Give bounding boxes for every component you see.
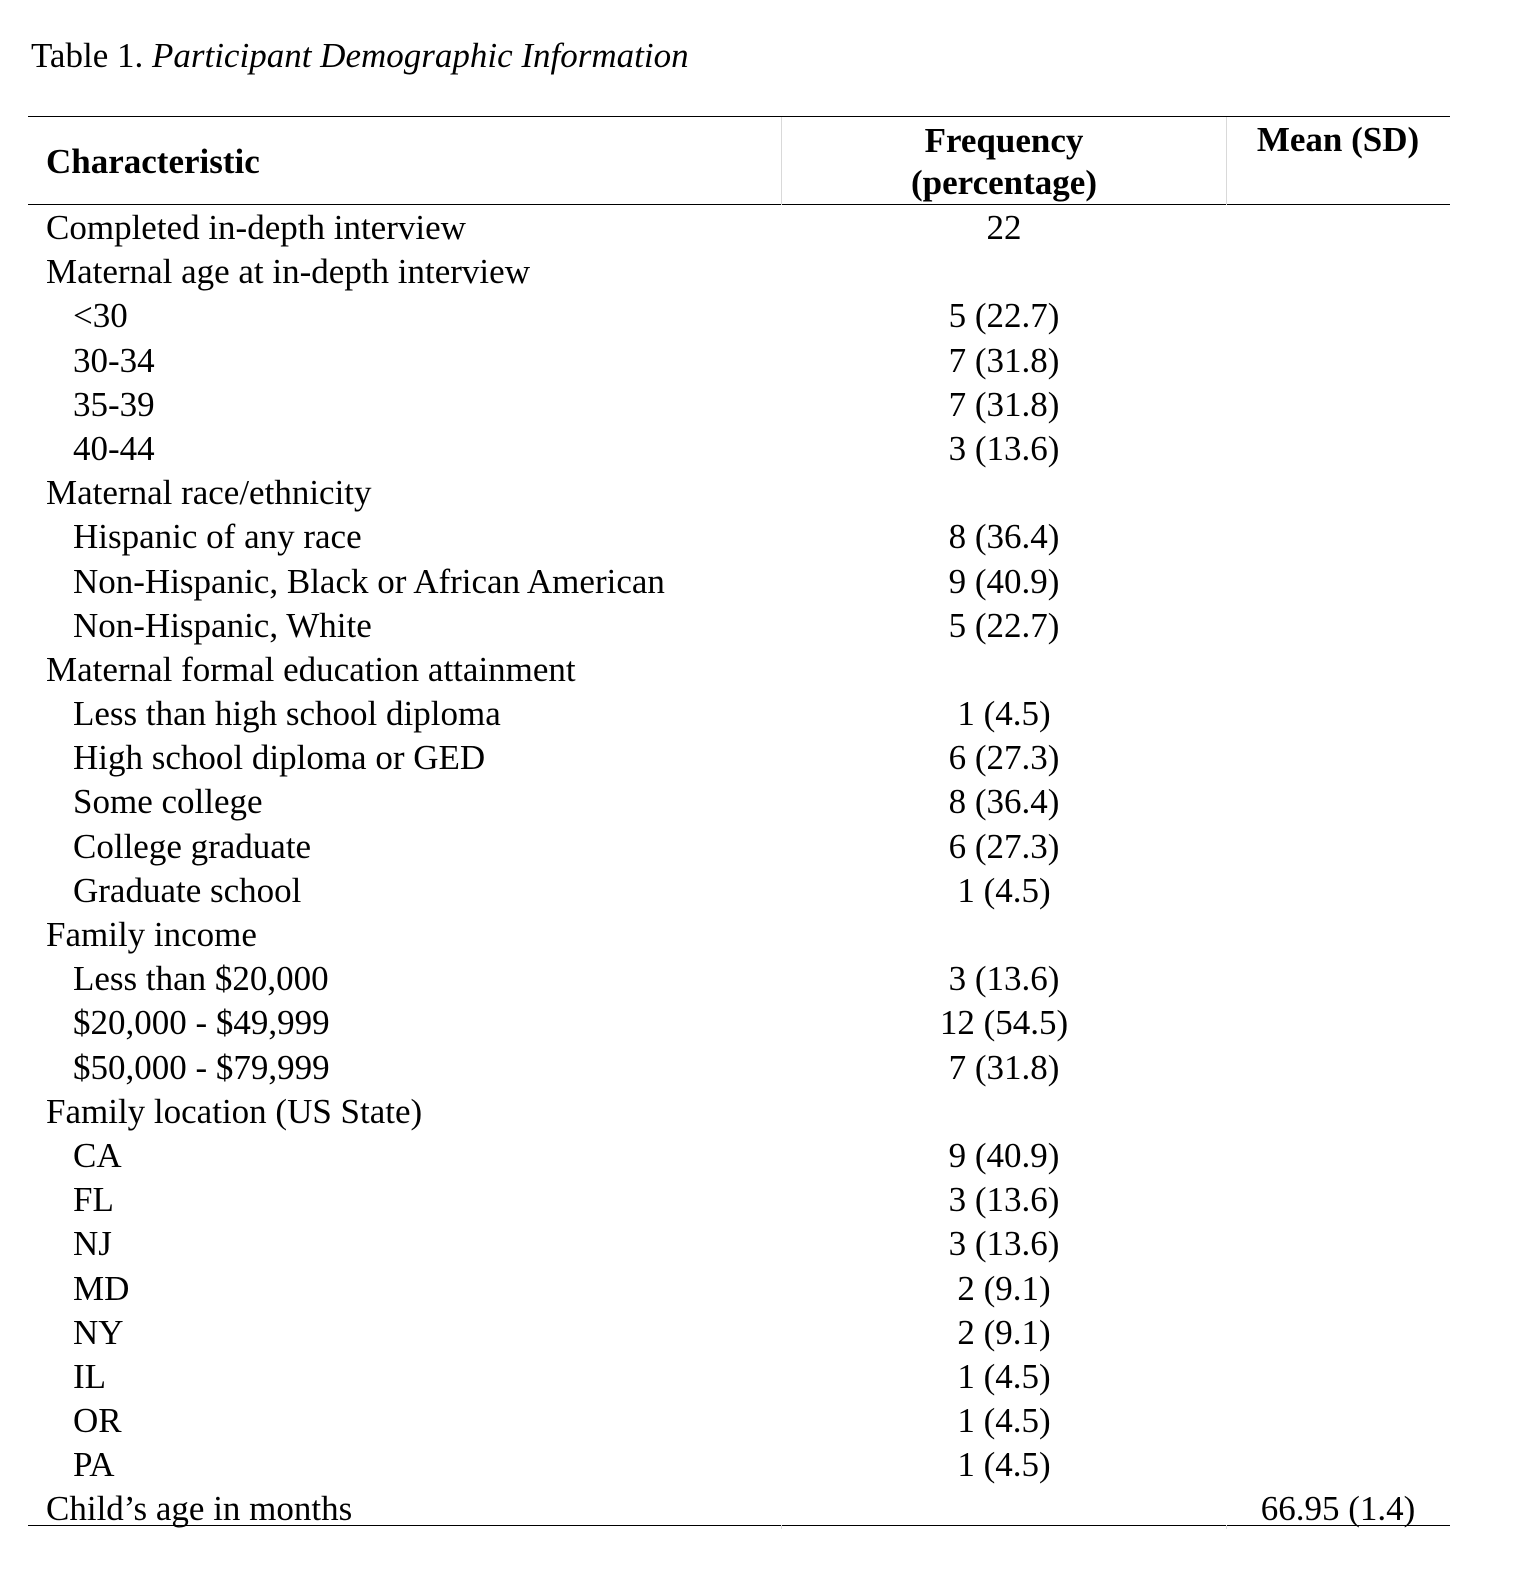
header-frequency-line1: Frequency [924, 121, 1084, 160]
row-sublabel: 35-39 [73, 384, 155, 424]
row-sublabel: NJ [73, 1224, 112, 1264]
table-row [0, 427, 1538, 471]
column-divider [781, 117, 782, 205]
table-row [0, 957, 1538, 1001]
frequency-cell: 3 (13.6) [948, 1224, 1060, 1264]
frequency-cell: 9 (40.9) [948, 561, 1060, 601]
table-row [0, 692, 1538, 736]
frequency-cell: 7 (31.8) [948, 384, 1060, 424]
header-frequency [911, 120, 1097, 204]
table-row [0, 206, 1538, 250]
row-sublabel: High school diploma or GED [73, 738, 486, 778]
table-row [0, 1487, 1538, 1531]
row-sublabel: Graduate school [73, 870, 302, 910]
column-divider [1226, 117, 1227, 205]
frequency-cell: 8 (36.4) [948, 782, 1060, 822]
row-sublabel: OR [73, 1401, 122, 1441]
row-label: Maternal formal education attainment [46, 649, 576, 689]
table-row [0, 1399, 1538, 1443]
table-row [0, 825, 1538, 869]
table-body [0, 206, 1538, 1532]
table-row [0, 339, 1538, 383]
frequency-cell: 3 (13.6) [948, 959, 1060, 999]
row-label: Maternal age at in-depth interview [46, 252, 530, 292]
row-sublabel: <30 [73, 296, 128, 336]
table-row [0, 250, 1538, 294]
frequency-cell: 5 (22.7) [948, 296, 1060, 336]
row-sublabel: Less than $20,000 [73, 959, 329, 999]
row-sublabel: 40-44 [73, 428, 155, 468]
frequency-cell: 2 (9.1) [957, 1268, 1051, 1308]
table-row [0, 1046, 1538, 1090]
row-sublabel: CA [73, 1135, 122, 1175]
table-row [0, 1443, 1538, 1487]
frequency-cell: 7 (31.8) [948, 340, 1060, 380]
row-sublabel: Non-Hispanic, Black or African American [73, 561, 665, 601]
table-row [0, 294, 1538, 338]
frequency-cell: 5 (22.7) [948, 605, 1060, 645]
table-title: Participant Demographic Information [151, 36, 689, 75]
table-row [0, 471, 1538, 515]
row-sublabel: IL [73, 1356, 107, 1396]
row-sublabel: FL [73, 1180, 114, 1220]
table-row [0, 1001, 1538, 1045]
frequency-cell: 1 (4.5) [957, 1401, 1051, 1441]
table-row [0, 1267, 1538, 1311]
row-sublabel: Hispanic of any race [73, 517, 362, 557]
table-row [0, 1090, 1538, 1134]
table-caption [31, 34, 689, 78]
frequency-cell: 1 (4.5) [957, 1356, 1051, 1396]
row-sublabel: NY [73, 1312, 124, 1352]
row-sublabel: Non-Hispanic, White [73, 605, 372, 645]
row-sublabel: Some college [73, 782, 263, 822]
table-row [0, 780, 1538, 824]
frequency-cell: 1 (4.5) [957, 870, 1051, 910]
header-frequency-line2: (percentage) [911, 163, 1097, 202]
header-bottom-rule [28, 204, 1450, 205]
table-row [0, 869, 1538, 913]
frequency-cell: 6 (27.3) [948, 738, 1060, 778]
row-sublabel: 30-34 [73, 340, 155, 380]
frequency-cell: 12 (54.5) [939, 1003, 1069, 1043]
table-row [0, 1355, 1538, 1399]
row-label: Child’s age in months [46, 1489, 353, 1529]
frequency-cell: 3 (13.6) [948, 1180, 1060, 1220]
table-row [0, 913, 1538, 957]
mean-sd-cell: 66.95 (1.4) [1260, 1489, 1416, 1529]
frequency-cell: 8 (36.4) [948, 517, 1060, 557]
row-label: Family income [46, 915, 257, 954]
header-characteristic: Characteristic [46, 142, 260, 181]
table-row [0, 383, 1538, 427]
frequency-cell: 3 (13.6) [948, 428, 1060, 468]
table-number: Table 1. [31, 36, 144, 75]
frequency-cell: 1 (4.5) [957, 694, 1051, 734]
row-label: Maternal race/ethnicity [46, 473, 372, 513]
frequency-cell: 9 (40.9) [948, 1135, 1060, 1175]
table-row [0, 604, 1538, 648]
row-sublabel: $50,000 - $79,999 [73, 1047, 330, 1087]
frequency-cell: 2 (9.1) [957, 1312, 1051, 1352]
table-row [0, 736, 1538, 780]
table-row [0, 1134, 1538, 1178]
frequency-cell: 22 [986, 208, 1022, 247]
row-sublabel: Less than high school diploma [73, 694, 501, 734]
frequency-cell: 7 (31.8) [948, 1047, 1060, 1087]
row-sublabel: PA [73, 1445, 115, 1485]
table-row [0, 515, 1538, 559]
row-label: Family location (US State) [46, 1091, 423, 1131]
table-row [0, 1311, 1538, 1355]
table-row [0, 560, 1538, 604]
table-row [0, 1222, 1538, 1266]
frequency-cell: 6 (27.3) [948, 826, 1060, 866]
row-sublabel: MD [73, 1268, 130, 1308]
row-sublabel: $20,000 - $49,999 [73, 1003, 330, 1043]
header-mean-sd: Mean (SD) [1256, 120, 1420, 159]
row-label: Completed in-depth interview [46, 208, 466, 247]
frequency-cell: 1 (4.5) [957, 1445, 1051, 1485]
table-top-rule [28, 116, 1450, 117]
table-row [0, 1178, 1538, 1222]
row-sublabel: College graduate [73, 826, 312, 866]
table-row [0, 648, 1538, 692]
